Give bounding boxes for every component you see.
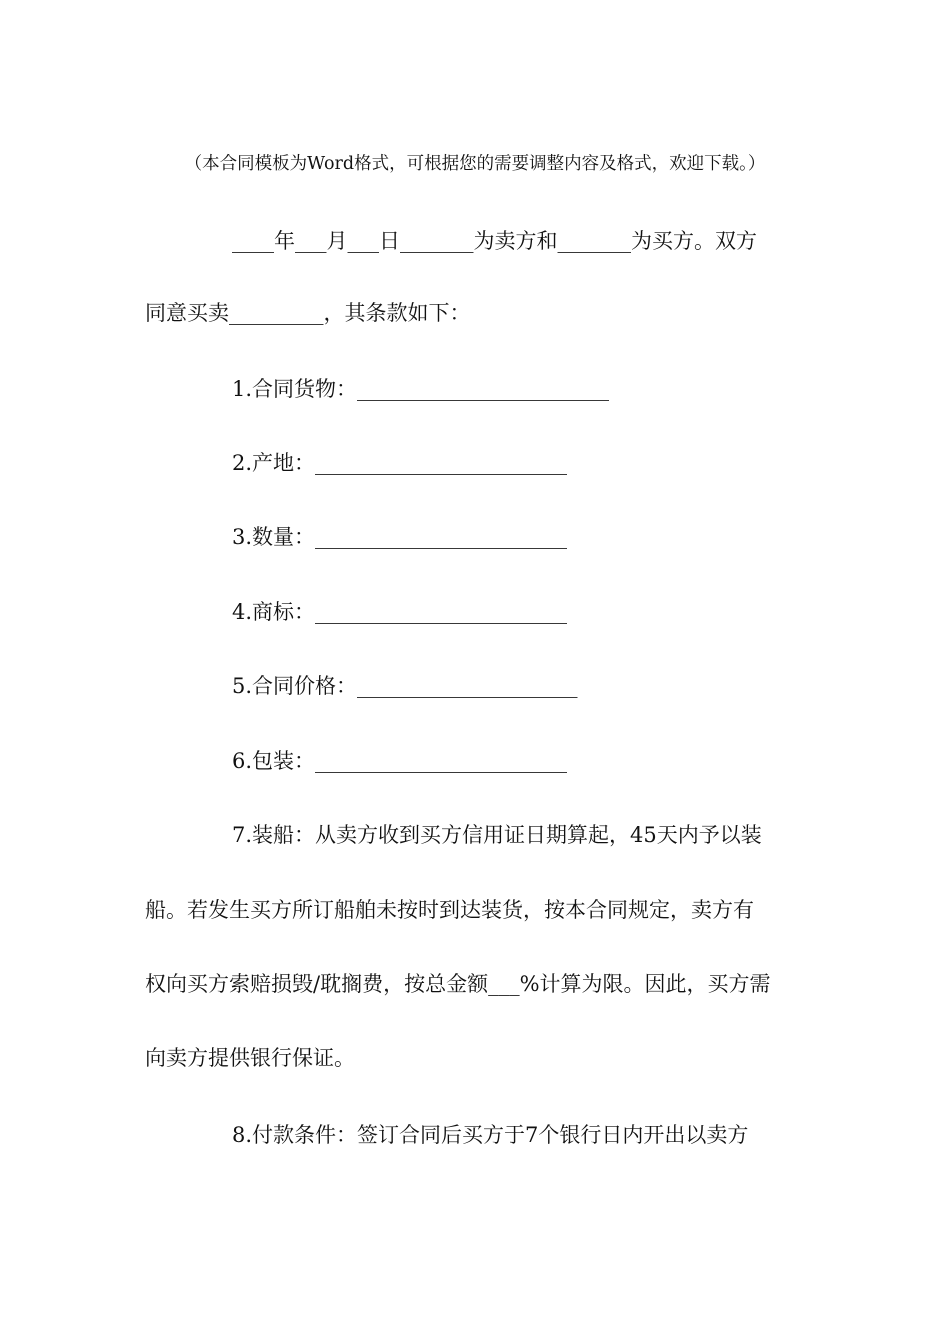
clause-origin: 2.产地：________________________ (232, 451, 568, 475)
clause-shipment-line-4: 向卖方提供银行保证。 (145, 1046, 355, 1070)
clause-shipment-line-3: 权向买方索赔损毁/耽搁费，按总金额___%计算为限。因此，买方需 (145, 972, 771, 996)
date-parties-line: ____年___月___日_______为卖方和_______为买方。双方 (232, 229, 757, 253)
clause-goods: 1.合同货物：________________________ (232, 377, 610, 401)
template-note: （本合同模板为Word格式，可根据您的需要调整内容及格式，欢迎下载。） (184, 154, 766, 174)
clause-shipment-line-2: 船。若发生买方所订船舶未按时到达装货，按本合同规定，卖方有 (145, 898, 754, 922)
clause-packing: 6.包装：________________________ (232, 749, 568, 773)
clause-trademark: 4.商标：________________________ (232, 600, 568, 624)
clause-price: 5.合同价格：_____________________ (232, 674, 578, 698)
clause-shipment-line-1: 7.装船：从卖方收到买方信用证日期算起，45天内予以装 (232, 823, 762, 847)
clause-quantity: 3.数量：________________________ (232, 525, 568, 549)
clause-payment-line-1: 8.付款条件：签订合同后买方于7个银行日内开出以卖方 (232, 1123, 749, 1147)
agreement-line: 同意买卖_________，其条款如下： (145, 301, 471, 325)
